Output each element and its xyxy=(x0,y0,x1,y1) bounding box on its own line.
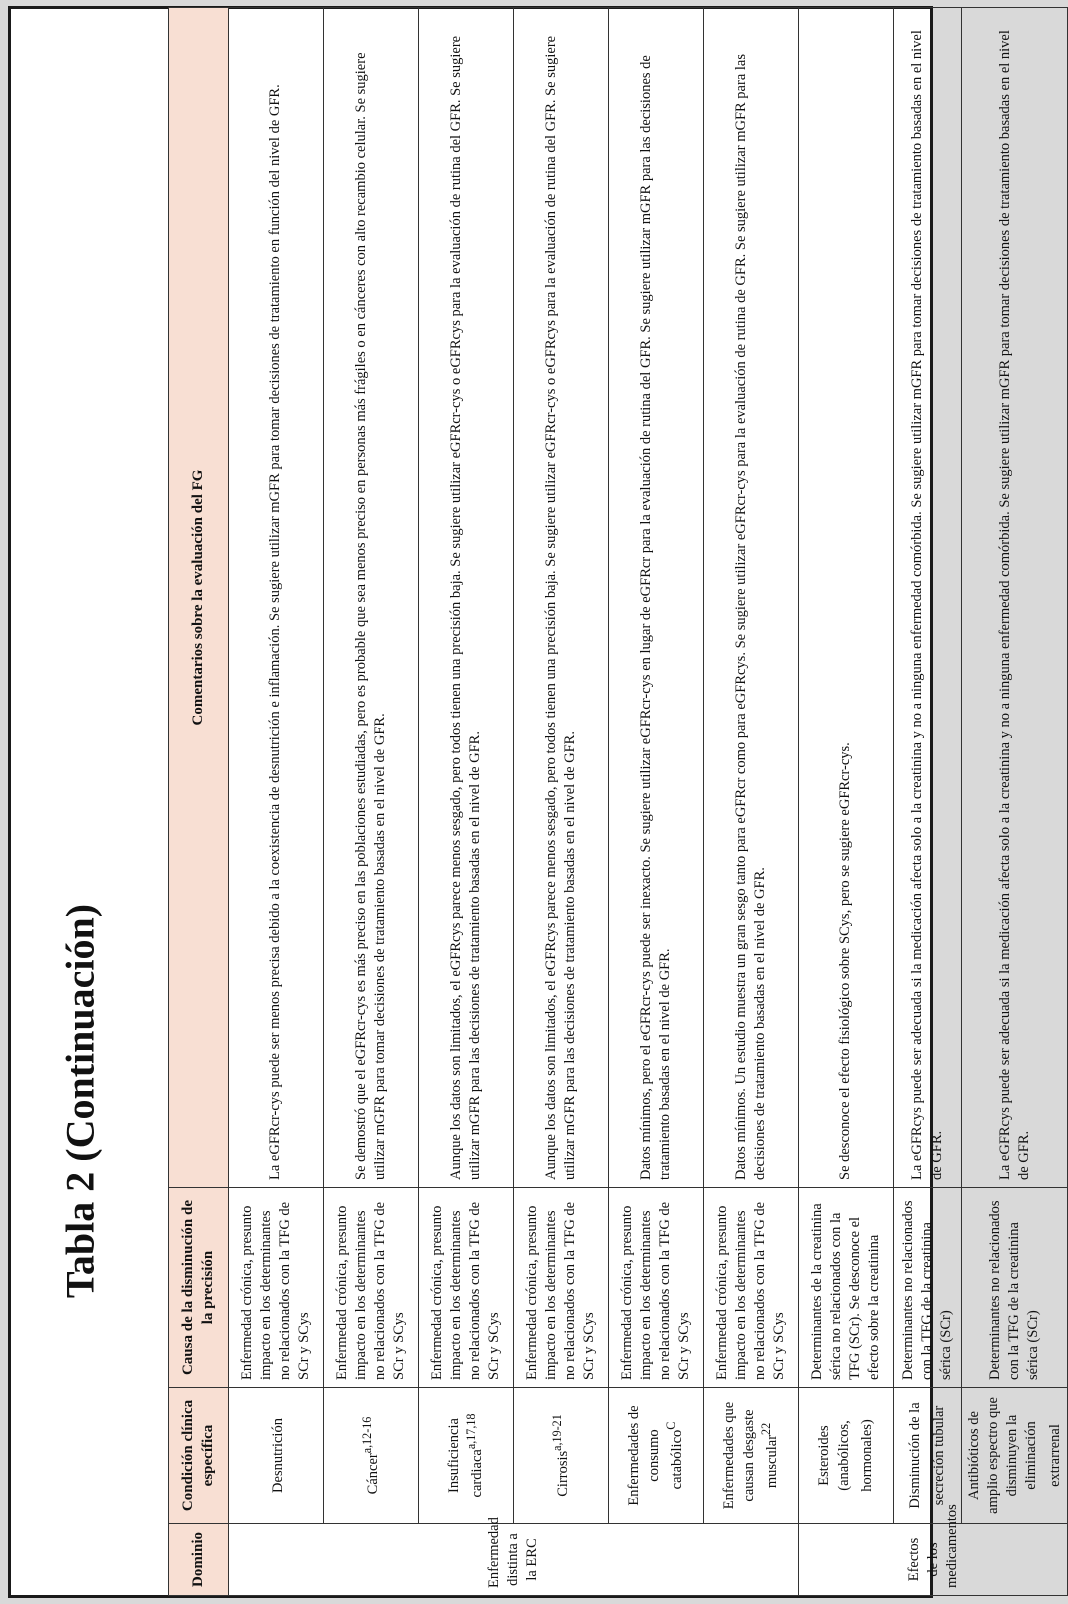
cause-cell: Enfermedad crónica, presunto impacto en los determinantes no relacionados con la TFG de SCr y SCys xyxy=(704,1188,799,1388)
header-condicion: Condición clínica específica xyxy=(169,1388,229,1524)
comment-cell: Se demostró que el eGFRcr-cys es más preciso en las poblaciones estudiadas, pero es probable que sea menos preciso en personas más frágiles o en cánceres con alto recambio celular. Se sugiere utilizar mGFR para tomar decisiones de tratamiento basadas en el nivel de GFR. xyxy=(324,8,419,1188)
cause-cell: Enfermedad crónica, presunto impacto en los determinantes no relacionados con la TFG de SCr y SCys xyxy=(419,1188,514,1388)
header-dominio: Dominio xyxy=(169,1524,229,1596)
condition-cell: Cirrosis$^{a,19-21}$ xyxy=(514,1388,609,1524)
domain-enfermedad: Enfermedad distinta a la ERC xyxy=(229,1524,799,1596)
domain-efectos: Efectos de los medicamentos xyxy=(799,1524,1068,1596)
cause-cell: Enfermedad crónica, presunto impacto en los determinantes no relacionados con la TFG de SCr y SCys xyxy=(514,1188,609,1388)
header-comentarios: Comentarios sobre la evaluación del FG xyxy=(169,8,229,1188)
data-table xyxy=(168,7,1068,1596)
table-row xyxy=(419,8,514,1596)
table-row xyxy=(514,8,609,1596)
table-row xyxy=(324,8,419,1596)
cause-cell: Enfermedad crónica, presunto impacto en los determinantes no relacionados con la TFG de SCr y SCys xyxy=(324,1188,419,1388)
cause-cell: Determinantes no relacionados con la TFG de la creatinina sérica (SCr) xyxy=(894,1188,962,1388)
table-row xyxy=(799,8,894,1596)
comment-cell: Datos mínimos. Un estudio muestra un gran sesgo tanto para eGFRcr como para eGFRcys. Se sugiere utilizar eGFRcr-cys para la evaluación de rutina de GFR. Se sugiere utilizar mGFR para las decisiones de tratamiento basadas en el nivel de GFR. xyxy=(704,8,799,1188)
comment-cell: La eGFRcys puede ser adecuada si la medicación afecta solo a la creatinina y no a ninguna enfermedad comórbida. Se sugiere utilizar mGFR para tomar decisiones de tratamiento basadas en el nivel de GFR. xyxy=(962,8,1068,1188)
table-row xyxy=(229,8,324,1596)
cause-cell: Enfermedad crónica, presunto impacto en los determinantes no relacionados con la TFG de SCr y SCys xyxy=(229,1188,324,1388)
condition-cell: Enfermedades de consumo catabólico$^C$ xyxy=(609,1388,704,1524)
condition-cell: Insuficiencia cardiaca$^{a,17,18}$ xyxy=(419,1388,514,1524)
comment-cell: Datos mínimos, pero el eGFRcr-cys puede ser inexacto. Se sugiere utilizar eGFRcr-cys en lugar de eGFRcr para la evaluación de rutina del GFR. Se sugiere utilizar mGFR para las decisiones de tratamiento basadas en el nivel de GFR. xyxy=(609,8,704,1188)
cause-cell: Determinantes de la creatinina sérica no relacionados con la TFG (SCr). Se desconoce el efecto sobre la creatinina xyxy=(799,1188,894,1388)
header-causa: Causa de la disminución de la precisión xyxy=(169,1188,229,1388)
cause-cell: Determinantes no relacionados con la TFG de la creatinina sérica (SCr) xyxy=(962,1188,1068,1388)
table-row xyxy=(609,8,704,1596)
comment-cell: Se desconoce el efecto fisiológico sobre SCys, pero se sugiere eGFRcr-cys. xyxy=(799,8,894,1188)
title-box xyxy=(50,874,110,1328)
header-row xyxy=(169,8,229,1596)
rotated-table-container xyxy=(168,8,1063,1596)
comment-cell: La eGFRcr-cys puede ser menos precisa debido a la coexistencia de desnutrición e inflamación. Se sugiere utilizar mGFR para tomar decisiones de tratamiento en función del nivel de GFR. xyxy=(229,8,324,1188)
condition-cell: Esteroides (anabólicos, hormonales) xyxy=(799,1388,894,1524)
comment-cell: Aunque los datos son limitados, el eGFRcys parece menos sesgado, pero todos tienen una precisión baja. Se sugiere utilizar eGFRcr-cys o eGFRcys para la evaluación de rutina del GFR. Se sugiere utilizar mGFR para las decisiones de tratamiento basadas en el nivel de GFR. xyxy=(419,8,514,1188)
table-row xyxy=(894,8,962,1596)
table-row xyxy=(704,8,799,1596)
comment-cell: Aunque los datos son limitados, el eGFRcys parece menos sesgado, pero todos tienen una precisión baja. Se sugiere utilizar eGFRcr-cys o eGFRcys para la evaluación de rutina del GFR. Se sugiere utilizar mGFR para las decisiones de tratamiento basadas en el nivel de GFR. xyxy=(514,8,609,1188)
condition-cell: Disminución de la secreción tubular xyxy=(894,1388,962,1524)
condition-cell: Cáncer$^{a,12-16}$ xyxy=(324,1388,419,1524)
condition-cell: Desnutrición xyxy=(229,1388,324,1524)
table-title: Tabla 2 (Continuación) xyxy=(57,903,103,1299)
condition-cell: Antibióticos de amplio espectro que disminuyen la eliminación extrarrenal xyxy=(962,1388,1068,1524)
table-row xyxy=(962,8,1068,1596)
comment-cell: La eGFRcys puede ser adecuada si la medicación afecta solo a la creatinina y no a ninguna enfermedad comórbida. Se sugiere utilizar mGFR para tomar decisiones de tratamiento basadas en el nivel de GFR. xyxy=(894,8,962,1188)
cause-cell: Enfermedad crónica, presunto impacto en los determinantes no relacionados con la TFG de SCr y SCys xyxy=(609,1188,704,1388)
condition-cell: Enfermedades que causan desgaste muscular$^{22}$ xyxy=(704,1388,799,1524)
